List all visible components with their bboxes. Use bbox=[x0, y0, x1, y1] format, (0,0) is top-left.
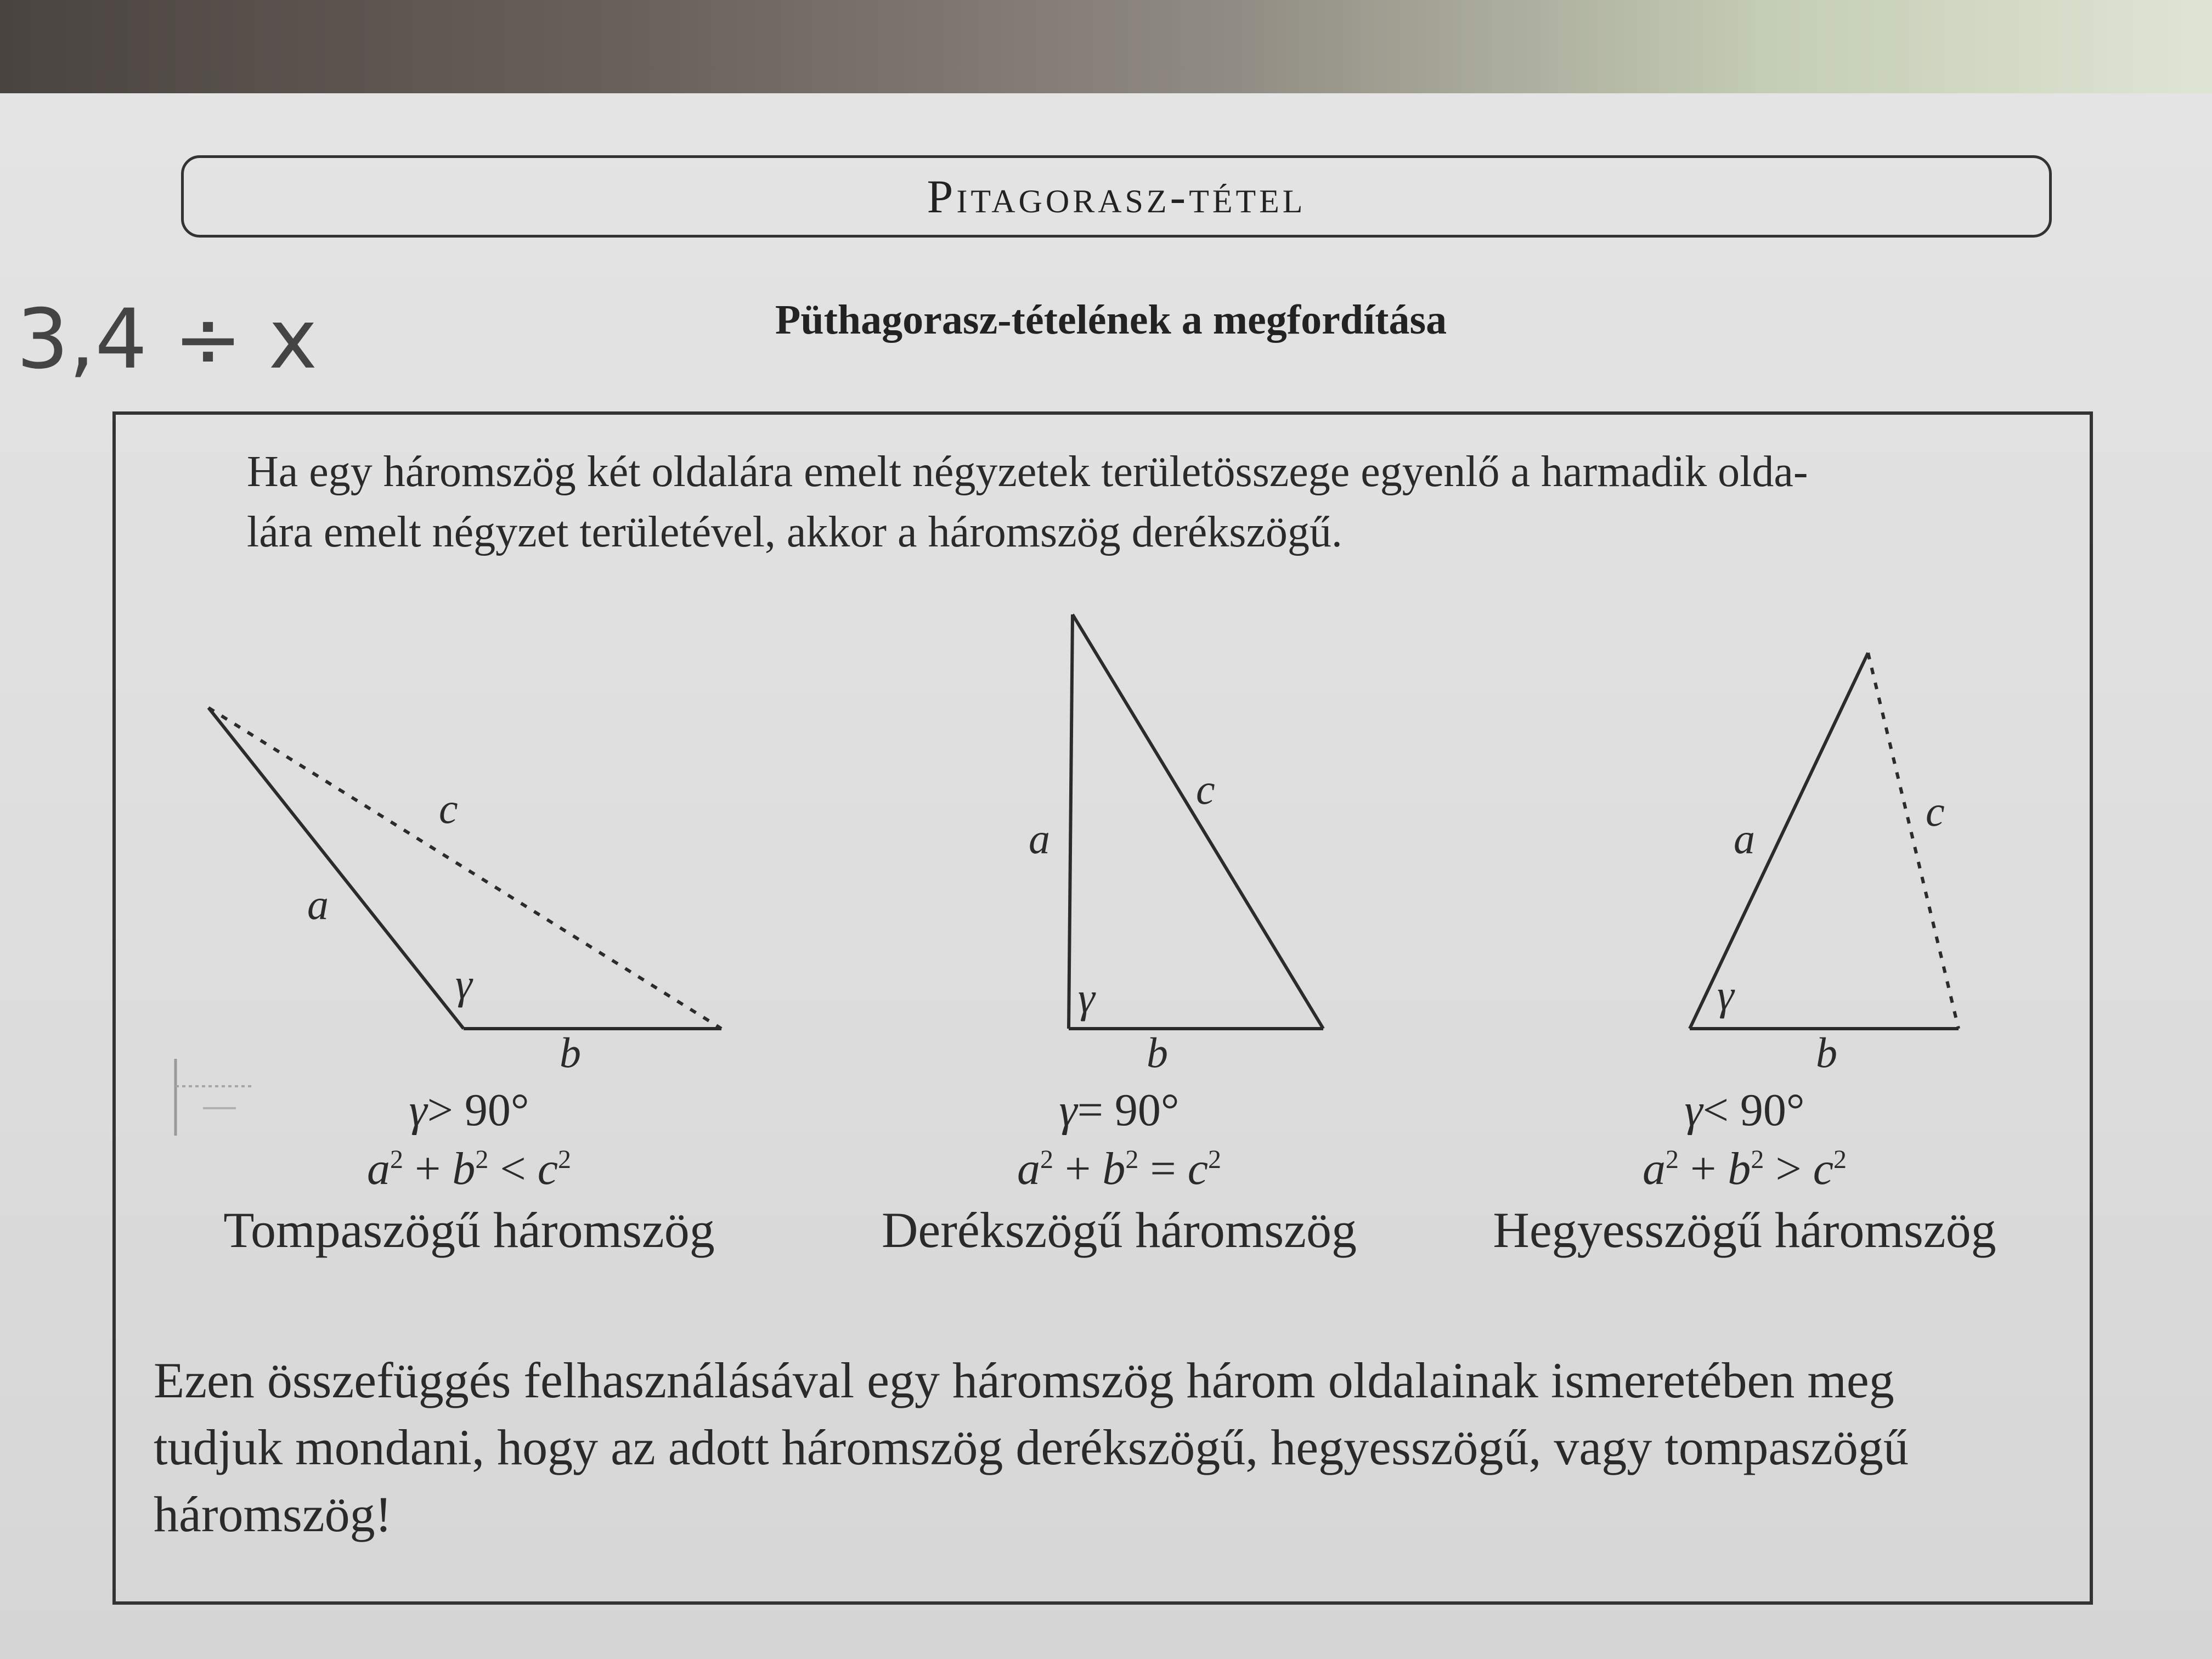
conclusion-line-2: tudjuk mondani, hogy az adott háromszög derékszögű, hegyesszögű, vagy tompaszögű bbox=[154, 1419, 1909, 1475]
right-label-c: c bbox=[1196, 765, 1215, 813]
right-angle-condition: γ= 90° bbox=[1059, 1085, 1180, 1136]
acute-label-b: b bbox=[1816, 1029, 1837, 1076]
obtuse-label-c: c bbox=[439, 785, 458, 832]
acute-side-c bbox=[1868, 653, 1959, 1029]
acute-side-a bbox=[1690, 653, 1868, 1029]
right-equation: $a^2 + b^2 = c^2$ bbox=[1017, 1143, 1222, 1194]
acute-triangle-name: Hegyesszögű háromszög bbox=[1493, 1202, 1996, 1258]
page-title: Pitagorasz-tétel bbox=[927, 170, 1306, 223]
obtuse-label-b: b bbox=[560, 1029, 581, 1076]
right-side-a bbox=[1069, 614, 1073, 1029]
obtuse-side-a bbox=[208, 708, 464, 1029]
acute-inequality: $a^2 + b^2 > c^2$ bbox=[1642, 1143, 1847, 1194]
right-caption bbox=[817, 1084, 1421, 1259]
obtuse-triangle-name: Tompaszögű háromszög bbox=[223, 1202, 715, 1258]
acute-caption bbox=[1443, 1084, 2046, 1259]
obtuse-caption bbox=[167, 1084, 771, 1259]
acute-label-c: c bbox=[1926, 787, 1945, 835]
obtuse-angle-condition: γ> 90° bbox=[409, 1085, 529, 1136]
conclusion-paragraph bbox=[154, 1347, 2046, 1548]
theorem-line-2: lára emelt négyzet területével, akkor a háromszög derékszögű. bbox=[247, 508, 1342, 556]
acute-angle-condition: γ< 90° bbox=[1684, 1085, 1805, 1136]
right-label-a: a bbox=[1029, 815, 1050, 862]
conclusion-line-3: háromszög! bbox=[154, 1486, 392, 1542]
conclusion-line-1: Ezen összefüggés felhasználásával egy háromszög három oldalainak ismeretében meg bbox=[154, 1352, 1894, 1408]
obtuse-inequality: $a^2 + b^2 < c^2$ bbox=[366, 1143, 572, 1194]
obtuse-label-gamma: γ bbox=[455, 960, 472, 1008]
right-label-gamma: γ bbox=[1078, 974, 1095, 1022]
right-triangle-name: Derékszögű háromszög bbox=[881, 1202, 1357, 1258]
theorem-line-1: Ha egy háromszög két oldalára emelt négyzetek területösszege egyenlő a harmadik olda- bbox=[247, 448, 1808, 496]
obtuse-label-a: a bbox=[307, 881, 329, 928]
right-label-b: b bbox=[1147, 1029, 1168, 1076]
section-subtitle: Püthagorasz-tételének a megfordítása bbox=[775, 297, 1447, 343]
acute-triangle bbox=[1690, 653, 1959, 1076]
obtuse-triangle bbox=[208, 708, 721, 1076]
acute-label-gamma: γ bbox=[1717, 971, 1734, 1019]
handwritten-note-text: 3,4 ÷ x bbox=[16, 292, 318, 387]
right-triangle bbox=[1029, 614, 1323, 1076]
acute-label-a: a bbox=[1734, 815, 1755, 862]
right-side-c bbox=[1073, 614, 1323, 1029]
